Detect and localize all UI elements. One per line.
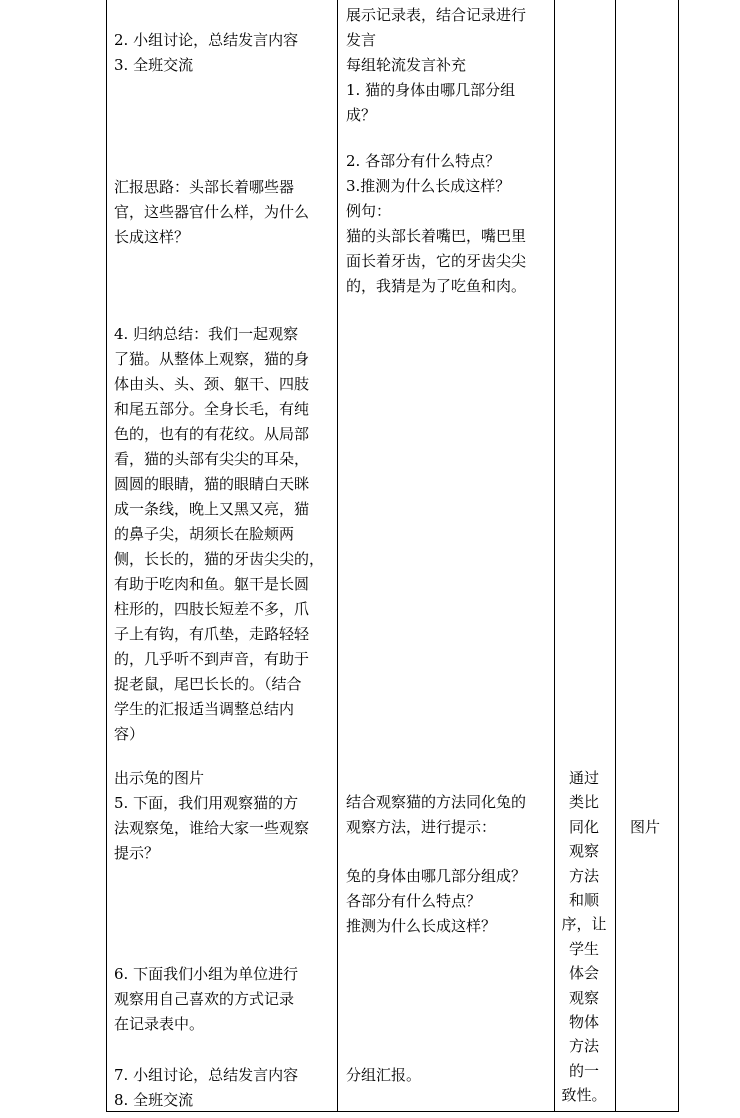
teacher-block-1: [114, 28, 298, 78]
text-line: 3.推测为什么长成这样？: [346, 177, 511, 195]
text-line: 6. 下面我们小组为单位进行: [114, 965, 299, 983]
teacher-block-3: [114, 322, 324, 747]
text-line: 的，我猜是为了吃鱼和肉。: [346, 277, 527, 295]
text-line: 各部分有什么特点？: [346, 892, 482, 910]
text-line: 体由头、头、颈、躯干、四肢: [114, 375, 310, 393]
text-line: 的，几乎听不到声音，有助于: [114, 650, 310, 668]
text-line: 的鼻子尖，胡须长在脸颊两: [114, 525, 295, 543]
text-line: 致性。: [561, 1086, 607, 1105]
text-line: 圆圆的眼睛，猫的眼睛白天眯: [114, 475, 310, 493]
text-line: 柱形的，四肢长短差不多，爪: [114, 600, 310, 618]
text-line: 捉老鼠，尾巴长长的。（结合: [114, 675, 302, 693]
text-line: 观察用自己喜欢的方式记录: [114, 990, 295, 1008]
text-line: 观察: [568, 842, 599, 861]
text-line: 学生的汇报适当调整总结内: [114, 700, 295, 718]
text-line: 每组轮流发言补充: [346, 56, 467, 74]
text-line: 观察方法，进行提示：: [346, 818, 497, 836]
text-line: 例句：: [346, 202, 392, 220]
text-line: 兔的身体由哪几部分组成？: [346, 867, 527, 885]
resource-label: 图片: [630, 818, 661, 836]
text-line: 结合观察猫的方法同化兔的: [346, 793, 527, 811]
text-line: 体会: [568, 964, 599, 983]
text-line: 方法: [568, 1037, 599, 1056]
text-line: 面长着牙齿，它的牙齿尖尖: [346, 252, 527, 270]
text-line: 了猫。从整体上观察，猫的身: [114, 350, 310, 368]
text-line: 方法: [568, 866, 599, 885]
text-line: 5. 下面，我们用观察猫的方: [114, 794, 299, 812]
text-line: 3. 全班交流: [114, 56, 194, 74]
student-block-3: [346, 790, 526, 840]
column-divider: [554, 0, 555, 1112]
column-divider: [337, 0, 338, 1112]
text-line: 有助于吃肉和鱼。躯干是长圆: [114, 575, 310, 593]
text-line: 分组汇报。: [346, 1066, 422, 1084]
student-block-2: [346, 149, 526, 299]
text-line: 在记录表中。: [114, 1015, 205, 1033]
text-line: 成一条线，晚上又黑又亮，猫: [114, 500, 310, 518]
text-line: 看，猫的头部有尖尖的耳朵，: [114, 450, 310, 468]
text-line: 侧，长长的，猫的牙齿尖尖的，: [114, 550, 325, 568]
text-line: 8. 全班交流: [114, 1091, 194, 1109]
text-line: 学生: [568, 939, 599, 958]
text-line: 展示记录表，结合记录进行: [346, 6, 527, 24]
column-divider: [615, 0, 616, 1112]
teacher-block-5: [114, 962, 298, 1037]
teacher-block-4: [114, 766, 309, 866]
text-line: 1. 猫的身体由哪几部分组: [346, 81, 516, 99]
text-line: 汇报思路：头部长着哪些器: [114, 178, 295, 196]
text-line: 2. 各部分有什么特点？: [346, 152, 501, 170]
text-line: 成？: [346, 106, 377, 124]
text-line: 出示兔的图片: [114, 769, 205, 787]
text-line: 通过: [568, 769, 599, 787]
text-line: 容）: [114, 725, 145, 743]
teacher-block-6: [114, 1063, 298, 1113]
text-line: 序，让: [561, 915, 607, 934]
text-line: 色的，也有的有花纹。从局部: [114, 425, 310, 443]
text-line: 观察: [568, 988, 599, 1007]
teacher-block-2: [114, 175, 309, 250]
table-border-left: [106, 0, 107, 1112]
text-line: 子上有钩，有爪垫，走路轻轻: [114, 625, 310, 643]
text-line: 和顺: [568, 890, 599, 909]
student-block-5: [346, 1063, 421, 1088]
text-line: 长成这样？: [114, 228, 190, 246]
text-line: 7. 小组讨论，总结发言内容: [114, 1066, 299, 1084]
text-line: 物体: [568, 1012, 599, 1031]
text-line: 官，这些器官什么样，为什么: [114, 203, 310, 221]
student-block-4: [346, 864, 526, 939]
text-line: 4. 归纳总结：我们一起观察: [114, 325, 299, 343]
text-line: 推测为什么长成这样？: [346, 917, 497, 935]
student-block-1: [346, 3, 526, 128]
text-line: 提示？: [114, 844, 160, 862]
text-line: 和尾五部分。全身长毛，有纯: [114, 400, 310, 418]
table-border-right: [678, 0, 679, 1112]
text-line: 类比: [568, 793, 599, 812]
text-line: 法观察兔，谁给大家一些观察: [114, 819, 310, 837]
text-line: 发言: [346, 31, 377, 49]
text-line: 猫的头部长着嘴巴，嘴巴里: [346, 227, 527, 245]
text-line: 2. 小组讨论，总结发言内容: [114, 31, 299, 49]
design-intent-text: [558, 766, 610, 1107]
text-line: 同化: [568, 817, 599, 836]
text-line: 的一: [568, 1061, 599, 1080]
